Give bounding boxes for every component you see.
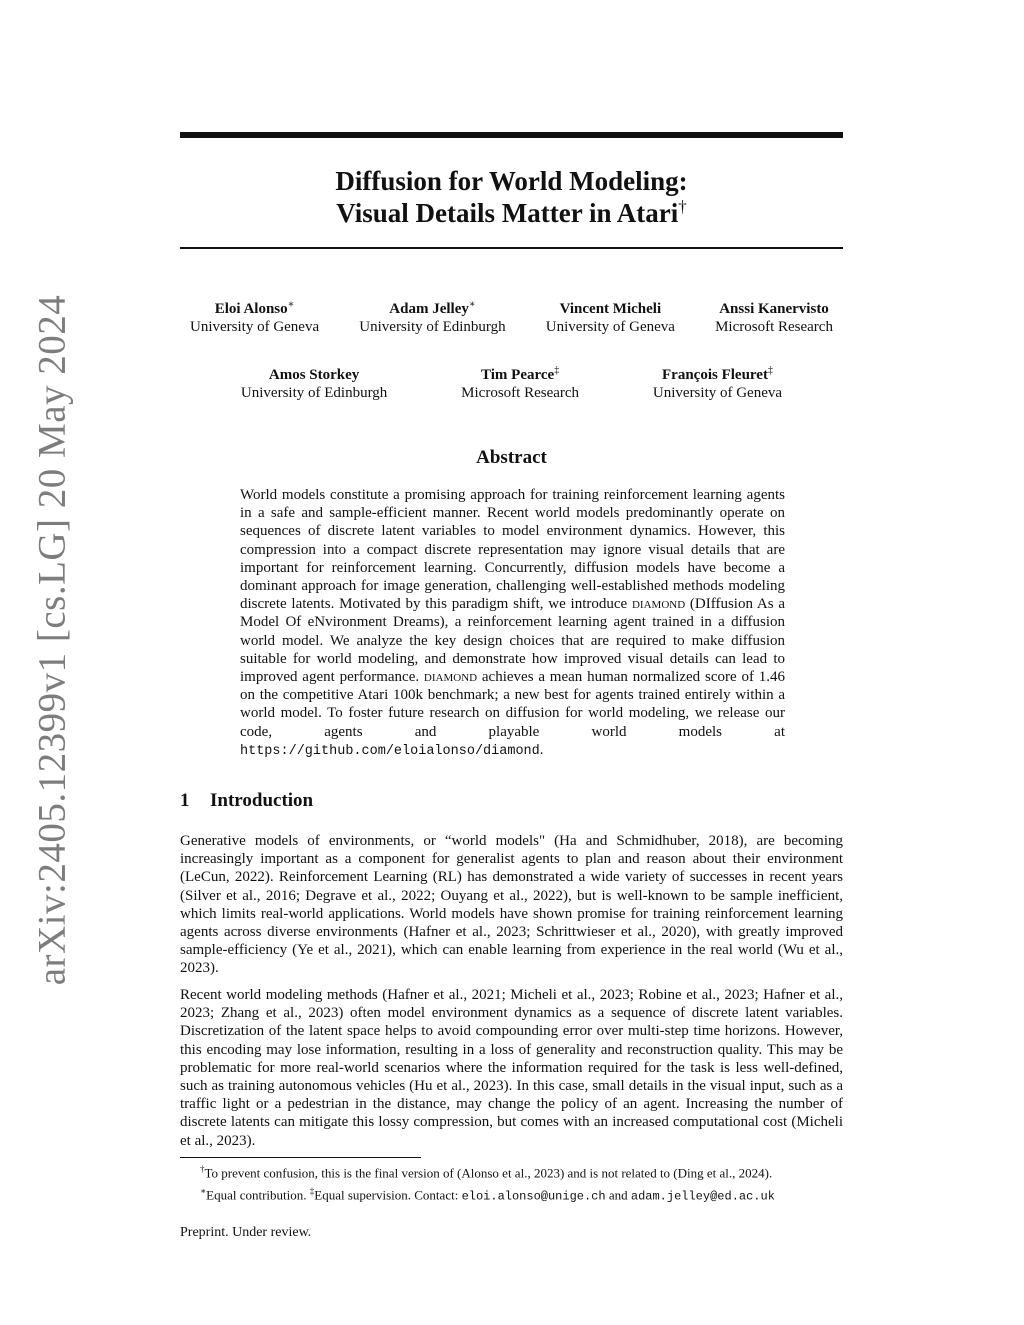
- author-block: [653, 362, 782, 402]
- abstract-text-1: World models constitute a promising approach for training reinforcement learning agents in a safe and sample-efficient manner. Recent world models predominantly operate on sequences of discrete latent variables to model environment dynamics. However, this compression into a compact discrete representation may ignore visual details that are important for reinforcement learning. Concurrently, diffusion models have become a dominant approach for image generation, challenging well-established methods modeling discrete latents. Motivated by this paradigm shift, we introduce: [240, 487, 785, 613]
- author-row-1: [180, 296, 843, 336]
- author-name: Vincent Micheli: [559, 301, 662, 317]
- author-name: Eloi Alonso: [214, 301, 288, 317]
- author-name: Amos Storkey: [268, 367, 360, 383]
- footnote-2-text-1: Equal contribution.: [206, 1187, 310, 1203]
- author-affiliation: Microsoft Research: [715, 319, 833, 335]
- footnote-2-text-2: Equal supervision. Contact:: [314, 1187, 462, 1203]
- paper-title: [180, 165, 843, 229]
- diamond-name: diamond: [423, 669, 478, 686]
- footnote-2: [180, 1182, 843, 1206]
- contact-email-1[interactable]: eloi.alonso@unige.ch: [461, 1189, 606, 1204]
- author-block: [715, 296, 833, 336]
- github-url-link[interactable]: https://github.com/eloialonso/diamond: [240, 743, 540, 759]
- author-block: [546, 296, 675, 336]
- title-line-1: Diffusion for World Modeling:: [335, 166, 688, 196]
- contact-email-2[interactable]: adam.jelley@ed.ac.uk: [630, 1189, 775, 1204]
- footnote-1: [180, 1160, 843, 1182]
- title-rule-top: [180, 132, 843, 138]
- author-row-2: [180, 362, 843, 402]
- intro-paragraph-2: Recent world modeling methods (Hafner et al., 2021; Micheli et al., 2023; Robine et al., 2023; Hafner et al., 2023; Zhang et al., 2023) often model environment dynamics as a sequence of discrete latent variables. Discretization of the latent space helps to avoid compounding error over multi-step time horizons. However, this encoding may lose information, resulting in a loss of generality and reconstruction quality. This may be problematic for more real-world scenarios where the information required for the task is less well-defined, such as training autonomous vehicles (Hu et al., 2023). In this case, small details in the visual input, such as a traffic light or a pedestrian in the distance, may change the policy of an agent. Increasing the number of discrete latents can mitigate this lossy compression, but comes with an increased computational cost (Micheli et al., 2023).: [180, 987, 843, 1149]
- author-affiliation: University of Geneva: [545, 319, 675, 335]
- footnotes: [180, 1160, 843, 1207]
- footnote-2-and: and: [605, 1187, 631, 1203]
- author-name: Tim Pearce: [481, 367, 555, 383]
- author-name: Adam Jelley: [389, 301, 469, 317]
- author-mark: ‡: [767, 365, 773, 376]
- footnote-2-mark-1: ∗: [200, 1186, 207, 1197]
- footnote-2-mark-2: ‡: [309, 1186, 315, 1197]
- title-line-2: [180, 197, 843, 229]
- section-number: 1: [180, 790, 190, 811]
- section-title: Introduction: [210, 790, 314, 811]
- author-name: François Fleuret: [662, 367, 768, 383]
- abstract-heading: Abstract: [476, 447, 547, 468]
- diamond-name: diamond: [631, 596, 686, 613]
- footnote-rule: [180, 1157, 421, 1158]
- author-name: Anssi Kanervisto: [719, 301, 829, 317]
- author-affiliation: University of Geneva: [652, 385, 783, 401]
- abstract-text-end: .: [539, 741, 544, 758]
- intro-paragraph-1: Generative models of environments, or “world models" (Ha and Schmidhuber, 2018), are becoming increasingly important as a component for generalist agents to plan and reason about their environment (LeCun, 2022). Reinforcement Learning (RL) has demonstrated a wide variety of successes in recent years (Silver et al., 2016; Degrave et al., 2022; Ouyang et al., 2022), but is well-known to be sample inefficient, which limits real-world applications. World models have shown promise for training reinforcement learning agents across diverse environments (Hafner et al., 2023; Schrittwieser et al., 2020), with greatly improved sample-efficiency (Ye et al., 2021), which can enable learning from experience in the real world (Wu et al., 2023).: [180, 833, 843, 977]
- footnote-1-mark: †: [200, 1164, 205, 1174]
- author-mark: ‡: [554, 365, 560, 376]
- author-block: [359, 296, 505, 336]
- abstract-body: [240, 486, 785, 761]
- author-affiliation: Microsoft Research: [461, 385, 580, 401]
- author-affiliation: University of Edinburgh: [240, 385, 388, 401]
- abstract-text-2: (DIffusion As a Model Of eNvironment Dreams), a reinforcement learning agent trained in a diffusion world model. We analyze the key design choices that are required to make diffusion suitable for world modeling, and demonstrate how improved visual details can lead to improved agent performance.: [240, 596, 786, 686]
- section-heading-introduction: [180, 790, 313, 812]
- title-footnote-mark: †: [678, 197, 687, 216]
- title-line-2-text: Visual Details Matter in Atari: [336, 198, 679, 228]
- arxiv-identifier-stamp: arXiv:2405.12399v1 [cs.LG] 20 May 2024: [30, 294, 74, 986]
- author-affiliation: University of Geneva: [190, 319, 320, 335]
- author-block: [461, 362, 579, 402]
- author-block: [190, 296, 319, 336]
- preprint-note: Preprint. Under review.: [180, 1225, 312, 1240]
- author-block: [241, 362, 387, 402]
- title-rule-bottom: [180, 247, 843, 249]
- author-affiliation: University of Edinburgh: [359, 319, 506, 335]
- footnote-1-text: To prevent confusion, this is the final version of (Alonso et al., 2023) and is not related to (Ding et al., 2024).: [204, 1165, 773, 1181]
- abstract-text-3: achieves a mean human normalized score of 1.46 on the competitive Atari 100k benchmark; a new best for agents trained entirely within a world model. To foster future research on diffusion for world modeling, we release our code, agents and playable world models at: [240, 669, 785, 740]
- author-mark: ∗: [287, 299, 295, 310]
- author-mark: ∗: [468, 299, 476, 310]
